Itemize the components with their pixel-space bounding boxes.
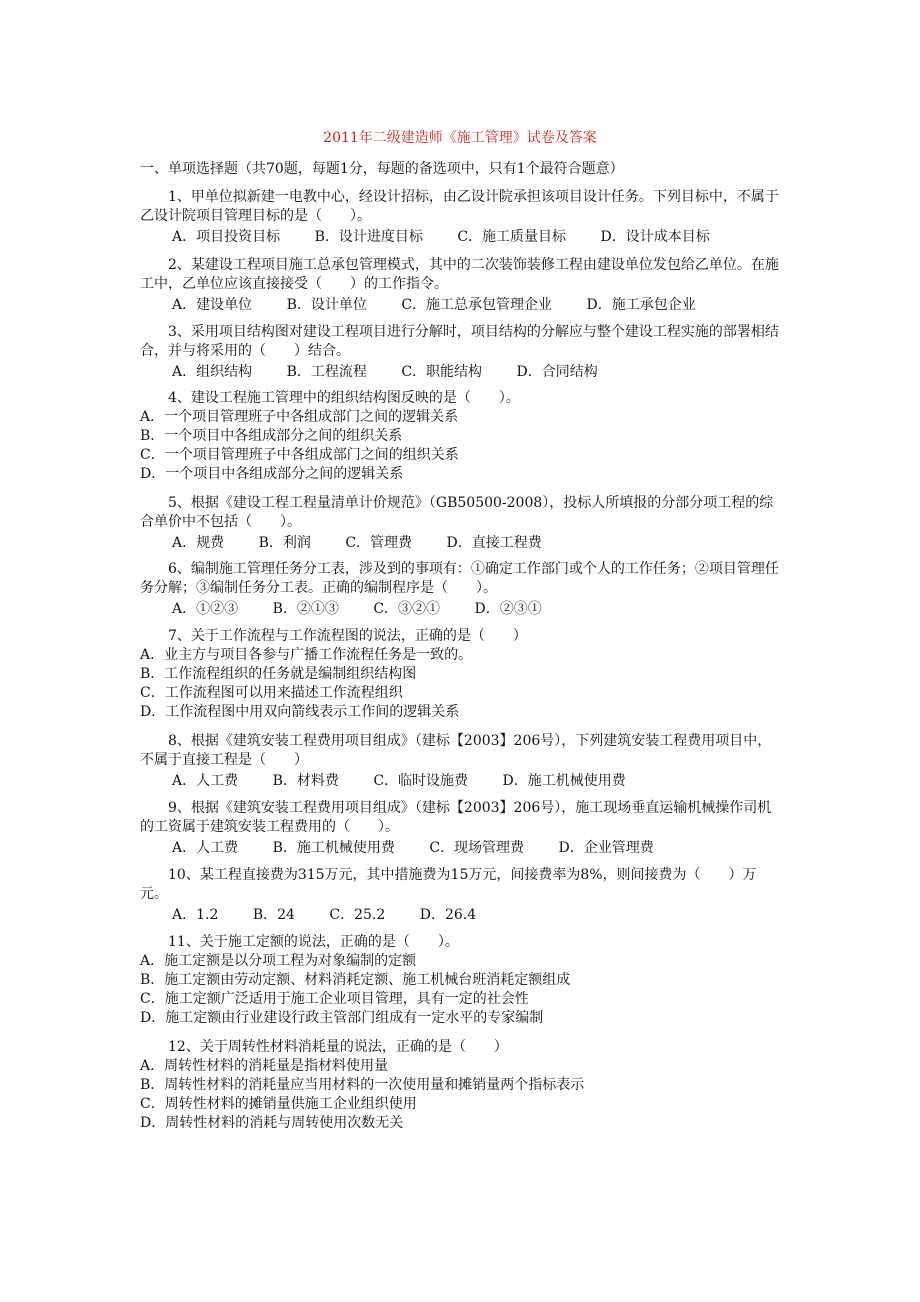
option-c: C．周转性材料的摊销量供施工企业组织使用	[140, 1096, 417, 1112]
option-d: D．一个项目中各组成部分之间的逻辑关系	[140, 466, 404, 482]
option-d: D．施工机械使用费	[502, 773, 626, 789]
question-stem: 6、编制施工管理任务分工表，涉及到的事项有：①确定工作部门或个人的工作任务；②项目管理任务分解；③编制任务分工表。正确的编制程序是（ ）。	[140, 561, 779, 596]
question-12	[140, 1038, 780, 1133]
option-d: D．直接工程费	[446, 535, 542, 551]
question-options	[140, 534, 780, 553]
option-c: C．临时设施费	[373, 773, 469, 789]
option-b: B．施工机械使用费	[272, 840, 395, 856]
question-9	[140, 799, 780, 858]
option-c: C．25.2	[329, 907, 386, 923]
question-2	[140, 256, 780, 315]
section-heading: 一、单项选择题（共70题，每题1分，每题的备选项中，只有1个最符合题意）	[140, 161, 624, 177]
question-stem: 9、根据《建筑安装工程费用项目组成》（建标【2003】206号），施工现场垂直运输机械操作司机的工资属于建筑安装工程费用的（ ）。	[140, 800, 772, 835]
option-b: B．周转性材料的消耗量应当用材料的一次使用量和摊销量两个指标表示	[140, 1077, 585, 1093]
option-a: A．建设单位	[172, 297, 253, 313]
question-options	[140, 772, 780, 791]
option-a: A．规费	[172, 535, 225, 551]
option-d: D．企业管理费	[558, 840, 654, 856]
question-stem: 5、根据《建设工程工程量清单计价规范》（GB50500-2008），投标人所填报的分部分项工程的综合单价中不包括（ ）。	[140, 495, 774, 530]
question-1	[140, 188, 780, 247]
option-d: D．②③①	[474, 601, 542, 617]
question-4	[140, 389, 780, 484]
question-stem: 11、关于施工定额的说法，正确的是（ ）。	[168, 934, 459, 950]
question-stem: 10、某工程直接费为315万元，其中措施费为15万元，间接费率为8%，则间接费为（ ）万元。	[140, 867, 757, 902]
option-b: B．24	[252, 907, 295, 923]
question-stem: 4、建设工程施工管理中的组织结构图反映的是（ ）。	[168, 390, 520, 406]
option-c: C．工作流程图可以用来描述工作流程组织	[140, 685, 403, 701]
question-7	[140, 627, 780, 722]
question-3	[140, 323, 780, 382]
option-c: C．一个项目管理班子中各组成部门之间的组织关系	[140, 447, 459, 463]
question-11	[140, 933, 780, 1028]
question-stem: 8、根据《建筑安装工程费用项目组成》（建标【2003】206号），下列建筑安装工程费用项目中，不属于直接工程是（ ）	[140, 733, 772, 768]
option-a: A．人工费	[172, 773, 239, 789]
question-stem: 7、关于工作流程与工作流程图的说法，正确的是（ ）	[168, 628, 527, 644]
option-d: D．合同结构	[516, 364, 598, 380]
option-a: A．周转性材料的消耗量是指材料使用量	[140, 1058, 389, 1074]
option-b: B．②①③	[272, 601, 339, 617]
question-5	[140, 494, 780, 553]
option-a: A．施工定额是以分项工程为对象编制的定额	[140, 953, 417, 969]
question-options	[140, 906, 780, 925]
option-a: A．1.2	[172, 907, 219, 923]
option-d: D．设计成本目标	[600, 229, 710, 245]
option-d: D．施工定额由行业建设行政主管部门组成有一定水平的专家编制	[140, 1010, 544, 1026]
option-b: B．工程流程	[286, 364, 367, 380]
option-a: A．①②③	[172, 601, 239, 617]
question-stem: 3、采用项目结构图对建设工程项目进行分解时，项目结构的分解应与整个建设工程实施的部署相结合，并与将采用的（ ）结合。	[140, 324, 779, 359]
option-b: B．设计单位	[286, 297, 367, 313]
option-c: C．施工定额广泛适用于施工企业项目管理，具有一定的社会性	[140, 991, 529, 1007]
question-options	[140, 228, 780, 247]
question-8	[140, 732, 780, 791]
question-stem: 12、关于周转性材料消耗量的说法，正确的是（ ）	[168, 1039, 508, 1055]
option-c: C．施工质量目标	[457, 229, 567, 245]
question-stem: 1、甲单位拟新建一电教中心，经设计招标，由乙设计院承担该项目设计任务。下列目标中，不属于乙设计院项目管理目标的是（ ）。	[140, 189, 779, 224]
question-options	[140, 839, 780, 858]
option-a: A．一个项目管理班子中各组成部门之间的逻辑关系	[140, 409, 459, 425]
option-c: C．职能结构	[401, 364, 483, 380]
option-d: D．26.4	[419, 907, 477, 923]
option-d: D．周转性材料的消耗与周转使用次数无关	[140, 1115, 404, 1131]
option-b: B．一个项目中各组成部分之间的组织关系	[140, 428, 403, 444]
option-a: A．项目投资目标	[172, 229, 281, 245]
question-stem: 2、某建设工程项目施工总承包管理模式，其中的二次装饰装修工程由建设单位发包给乙单位。在施工中，乙单位应该直接接受（ ）的工作指令。	[140, 257, 779, 292]
option-c: C．管理费	[345, 535, 413, 551]
document-title: 2011年二级建造师《施工管理》试卷及答案	[323, 130, 597, 146]
question-options	[140, 296, 780, 315]
question-options	[140, 600, 780, 619]
option-a: A．组织结构	[172, 364, 253, 380]
option-c: C．③②①	[373, 601, 441, 617]
question-6	[140, 560, 780, 619]
option-d: D．工作流程图中用双向箭线表示工作间的逻辑关系	[140, 704, 460, 720]
option-b: B．材料费	[272, 773, 339, 789]
option-b: B．设计进度目标	[314, 229, 423, 245]
option-a: A．业主方与项目各参与广播工作流程任务是一致的。	[140, 647, 473, 663]
option-a: A．人工费	[172, 840, 239, 856]
option-b: B．施工定额由劳动定额、材料消耗定额、施工机械台班消耗定额组成	[140, 972, 571, 988]
option-d: D．施工承包企业	[586, 297, 696, 313]
option-b: B．利润	[258, 535, 311, 551]
question-options	[140, 363, 780, 382]
option-c: C．施工总承包管理企业	[401, 297, 553, 313]
option-b: B．工作流程组织的任务就是编制组织结构图	[140, 666, 417, 682]
option-c: C．现场管理费	[429, 840, 525, 856]
question-10	[140, 866, 780, 925]
